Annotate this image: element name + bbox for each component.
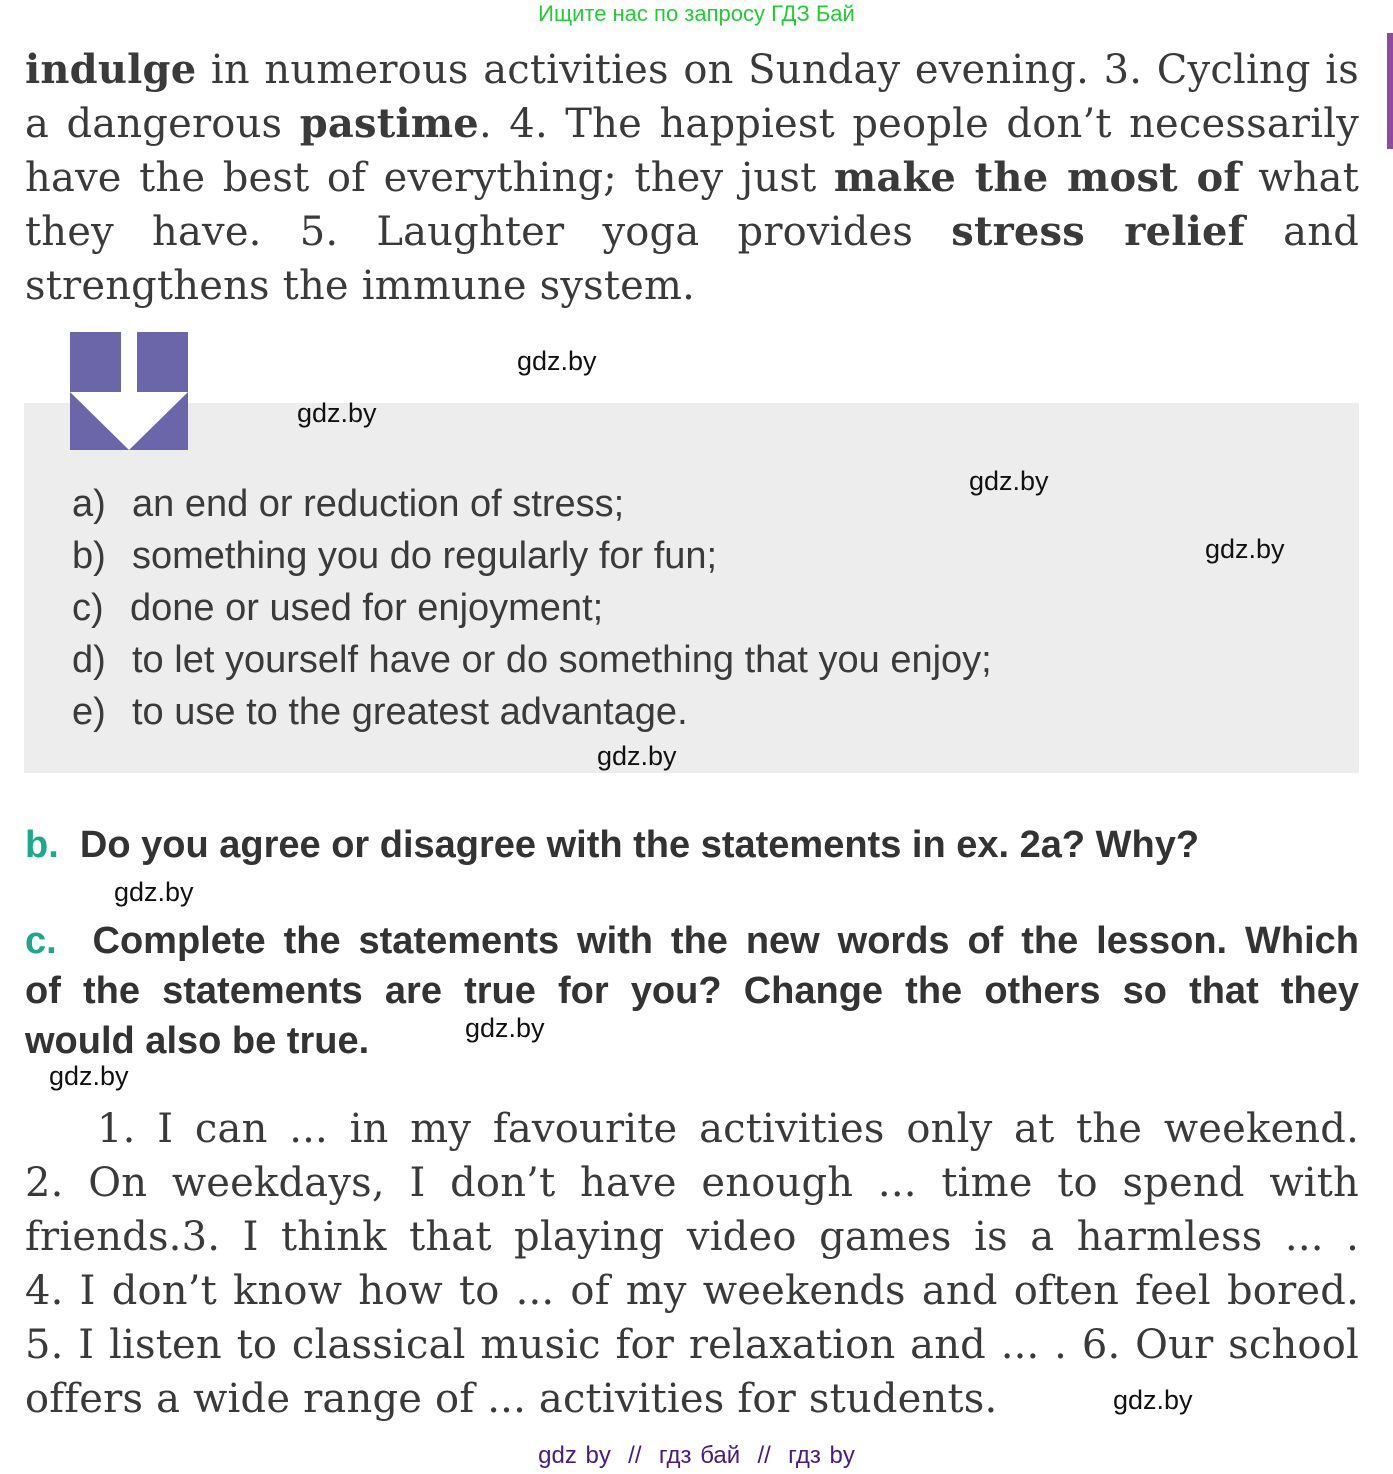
vocab-term: stress relief (951, 208, 1246, 255)
watermark: gdz.by (1113, 1385, 1193, 1415)
definition-text: something you do regularly for fun; (132, 535, 718, 577)
watermark: gdz.by (1205, 534, 1285, 564)
intro-line: indulge in numerous activities on Sunday evening. 3. Cycling is (25, 46, 1359, 93)
exercise-paragraph (25, 1102, 1359, 1426)
task-c-marker: c. (25, 920, 57, 962)
vocab-term: indulge (25, 46, 197, 93)
task-c-line: would also be true. (25, 1020, 370, 1062)
intro-line: a dangerous pastime. 4. The happiest people don’t necessarily (25, 100, 1360, 147)
definition-letter: d) (72, 639, 106, 681)
task-c-text: Complete the statements with the new words of the lesson. Which (92, 920, 1359, 962)
watermark: gdz.by (465, 1013, 545, 1043)
watermark: gdz.by (297, 398, 377, 428)
definition-item (72, 686, 992, 738)
intro-line: strengthens the immune system. (25, 263, 696, 309)
exercise-line: 4. I don’t know how to ... of my weekends and often feel bored. (25, 1268, 1359, 1314)
definition-text: to use to the greatest advantage. (132, 691, 688, 733)
definition-item (72, 478, 992, 530)
intro-paragraph (25, 43, 1359, 313)
intro-line: they have. 5. Laughter yoga provides stress relief and (25, 208, 1359, 255)
footer-links: gdz by // гдз бай // гдз by (538, 1442, 855, 1469)
definitions-list (72, 478, 992, 738)
task-b (25, 820, 1359, 870)
definition-text: done or used for enjoyment; (130, 587, 604, 629)
task-c (25, 916, 1359, 1066)
watermark: gdz.by (969, 466, 1049, 496)
definition-item (72, 582, 992, 634)
top-banner: Ищите нас по запросу ГДЗ Бай (538, 1, 855, 26)
page-edge-marker (1387, 33, 1393, 149)
exercise-line: 1. I can ... in my favourite activities only at the weekend. (97, 1106, 1359, 1152)
vocab-term: make the most of (833, 154, 1241, 201)
vocab-term: pastime (299, 100, 479, 147)
down-arrow-icon (70, 332, 188, 450)
exercise-line: 2. On weekdays, I don’t have enough ... time to spend with (25, 1160, 1359, 1206)
definition-letter: c) (72, 587, 104, 629)
definition-item (72, 530, 992, 582)
definition-letter: b) (72, 535, 106, 577)
watermark: gdz.by (517, 346, 597, 376)
exercise-line: friends.3. I think that playing video games is a harmless ... . (25, 1214, 1359, 1260)
task-c-line (25, 916, 1359, 966)
definition-item (72, 634, 992, 686)
watermark: gdz.by (49, 1061, 129, 1091)
definition-letter: a) (72, 483, 106, 525)
task-b-marker: b. (25, 824, 59, 866)
watermark: gdz.by (597, 741, 677, 771)
definition-letter: e) (72, 691, 106, 733)
watermark: gdz.by (114, 877, 194, 907)
intro-line: have the best of everything; they just make the most of what (25, 154, 1360, 201)
task-c-line: of the statements are true for you? Change the others so that they (25, 970, 1359, 1012)
definition-text: to let yourself have or do something that you enjoy; (132, 639, 992, 681)
exercise-line: 5. I listen to classical music for relaxation and ... . 6. Our school (25, 1322, 1359, 1368)
definition-text: an end or reduction of stress; (132, 483, 625, 525)
task-b-text: Do you agree or disagree with the statements in ex. 2a? Why? (79, 824, 1200, 866)
exercise-line: offers a wide range of ... activities for students. (25, 1376, 998, 1422)
